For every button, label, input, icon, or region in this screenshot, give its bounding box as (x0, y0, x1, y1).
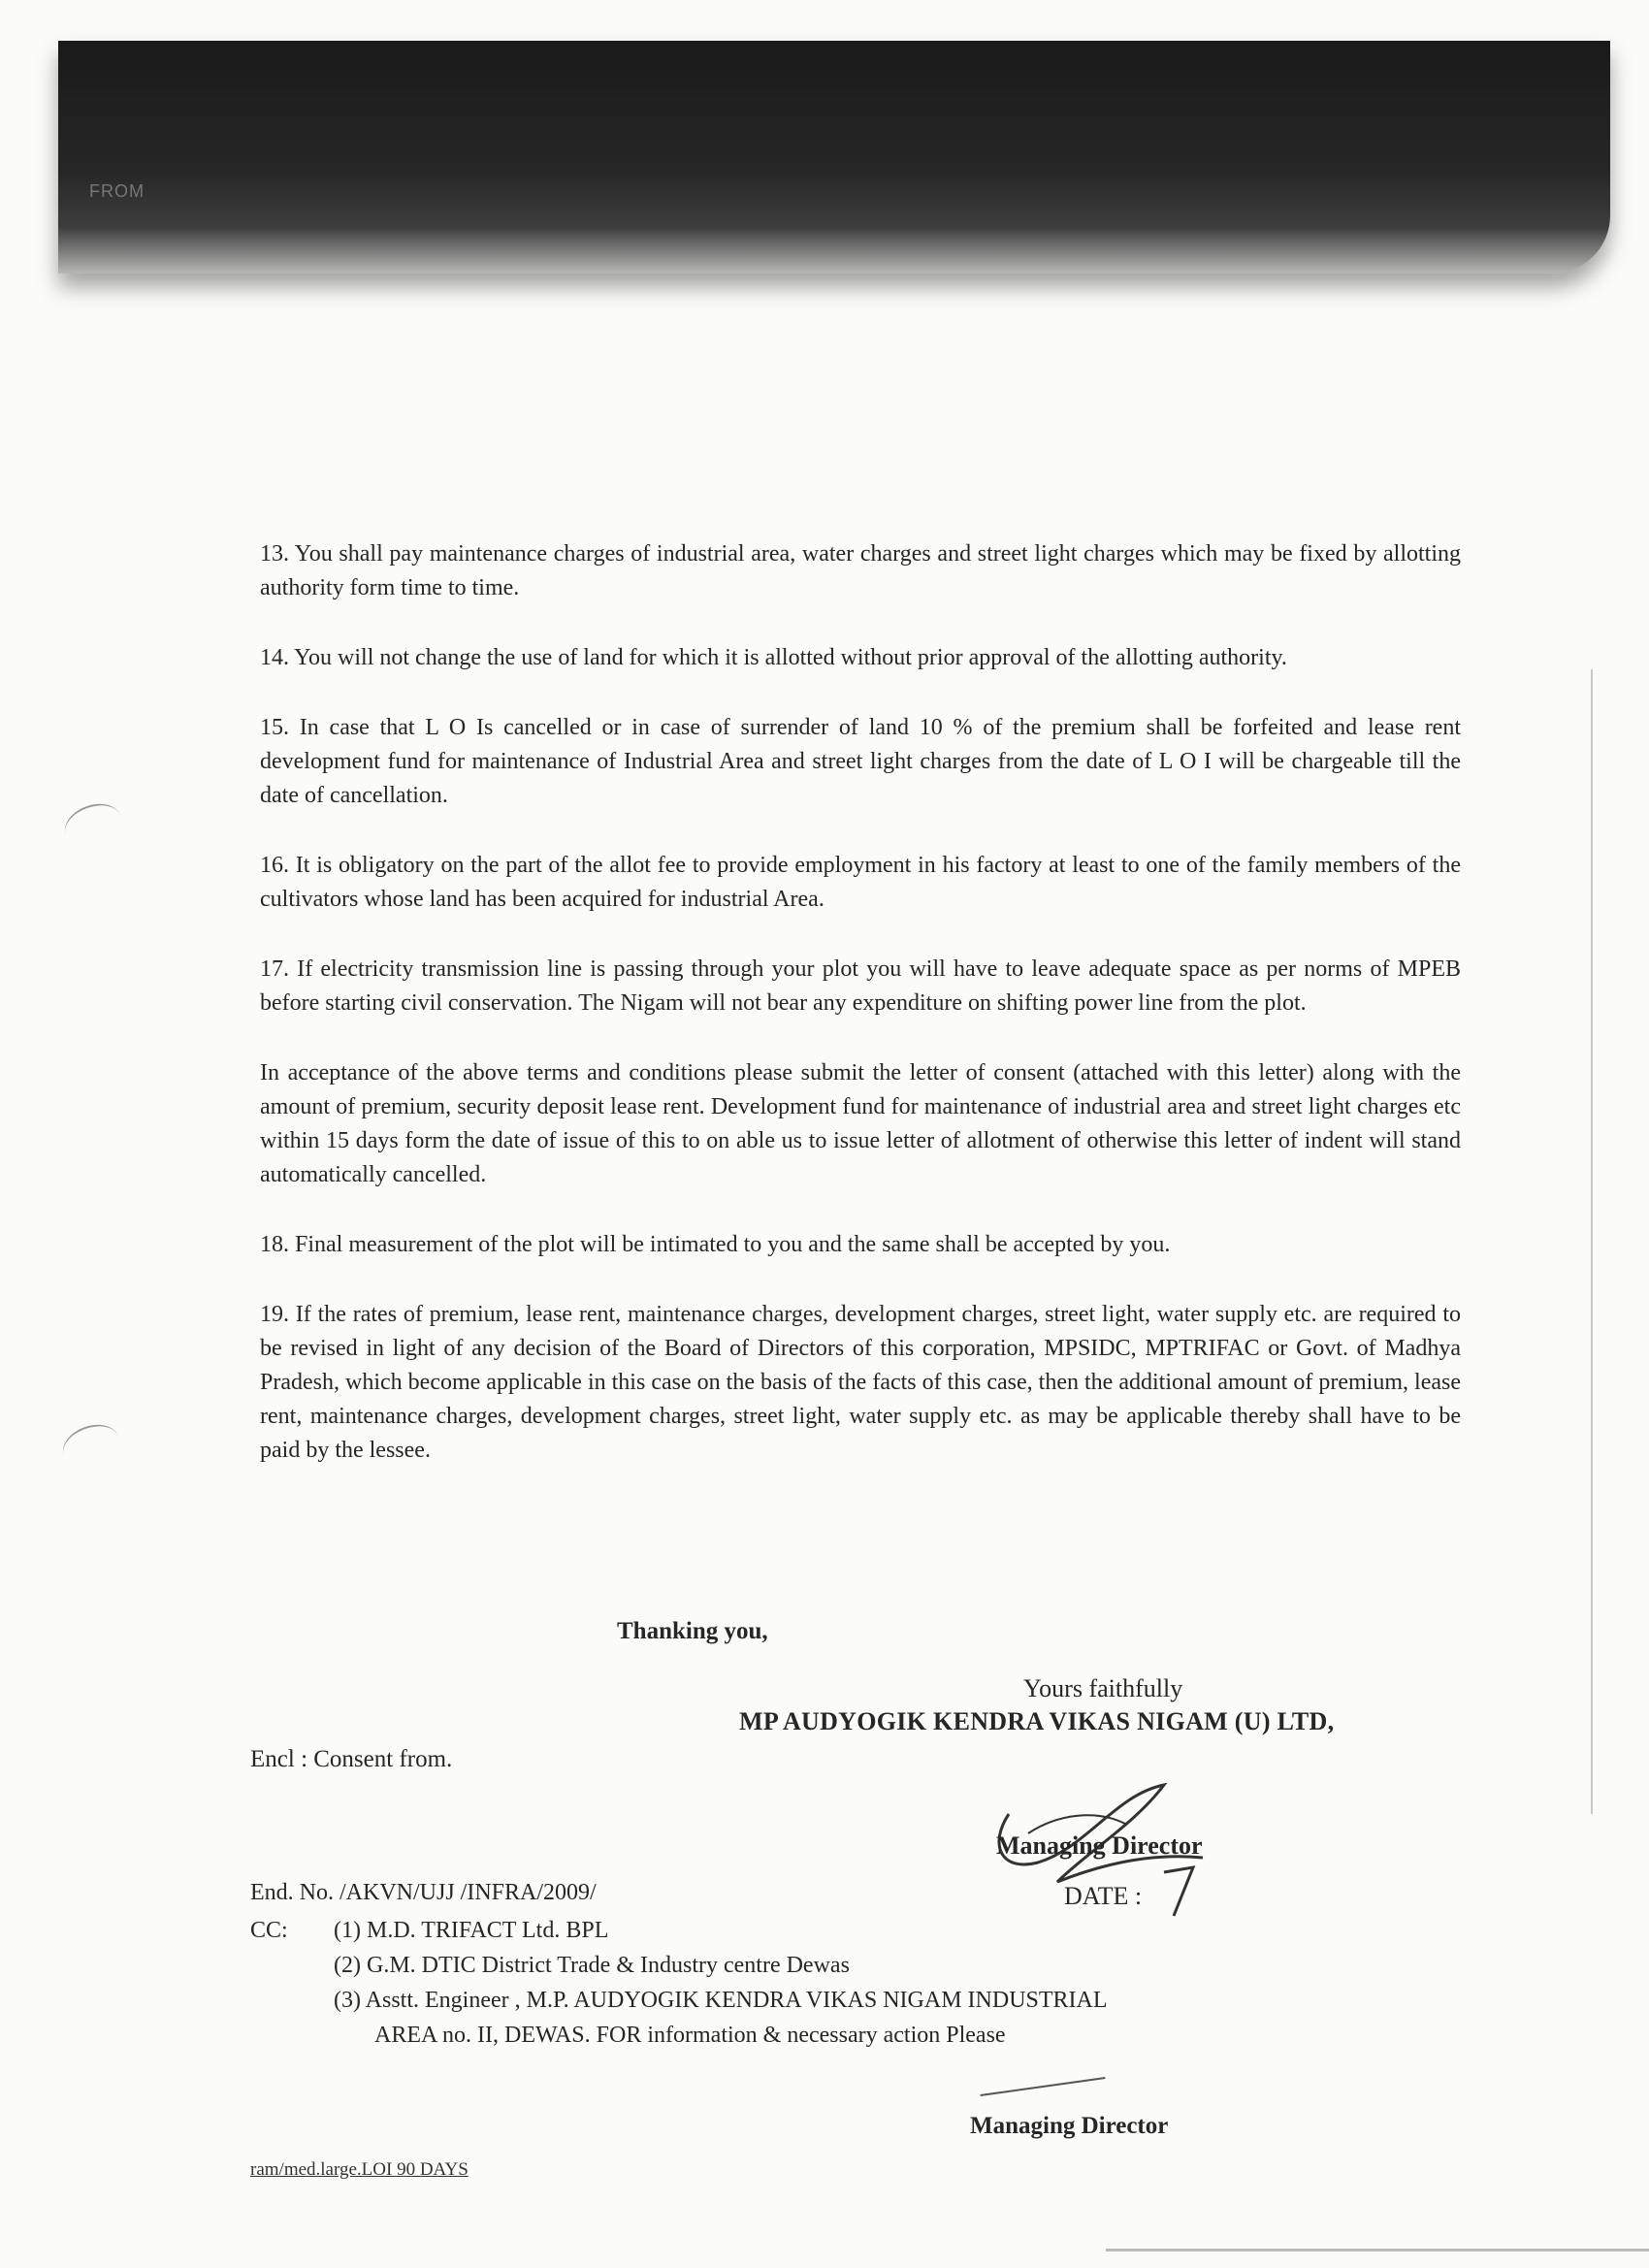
scan-artifact (57, 1417, 126, 1475)
clause-15: 15. In case that L O Is cancelled or in case of surrender of land 10 % of the premium shall be forfeited and lease rent development fund for maintenance of Industrial Area and street light charges from the date of L O I will be chargeable till the date of cancellation. (260, 715, 1461, 808)
fax-from-label: FROM (89, 181, 145, 201)
letter-body (260, 537, 1461, 1504)
thanking-line: Thanking you, (617, 1618, 768, 1644)
clause-13: 13. You shall pay maintenance charges of industrial area, water charges and street light charges which may be fixed by allotting authority form time to time. (260, 541, 1461, 600)
company-name: MP AUDYOGIK KENDRA VIKAS NIGAM (U) LTD, (739, 1707, 1335, 1735)
acceptance-paragraph: In acceptance of the above terms and conditions please submit the letter of consent (attached with this letter) along with the amount of premium, security deposit lease rent. Development fund for maintenance of industrial area and street light charges etc within 15 days form the date of issue of this to on able us to issue letter of allotment of otherwise this letter of indent will stand automatically cancelled. (260, 1060, 1461, 1187)
scan-artifact (59, 796, 128, 855)
clause-18: 18. Final measurement of the plot will be intimated to you and the same shall be accepted by you. (260, 1232, 1171, 1257)
signatory-title: Managing Director (996, 1831, 1203, 1860)
signatory-title-second: Managing Director (970, 2113, 1169, 2139)
file-reference: ram/med.large.LOI 90 DAYS (250, 2159, 469, 2180)
cc-item: (1) M.D. TRIFACT Ltd. BPL (334, 1918, 609, 1943)
fax-header-band (58, 41, 1610, 274)
cc-item-continuation: AREA no. II, DEWAS. FOR information & necessary action Please (374, 2023, 1006, 2048)
clause-19: 19. If the rates of premium, lease rent, maintenance charges, development charges, street light, water supply etc. are required to be revised in light of any decision of the Board of Directors of this corporation, MPSIDC, MPTRIFAC or Govt. of Madhya Pradesh, which become applicable in this case on the basis of the facts of this case, then the additional amount of premium, lease rent, maintenance charges, development charges, street light, water supply etc. as may be applicable thereby shall have to be paid by the lessee. (260, 1302, 1461, 1463)
clause-17: 17. If electricity transmission line is passing through your plot you will have to leave adequate space as per norms of MPEB before starting civil conservation. The Nigam will not bear any expenditure on shifting power line from the plot. (260, 956, 1461, 1016)
endorsement-number: End. No. /AKVN/UJJ /INFRA/2009/ (250, 1880, 597, 1905)
clause-16: 16. It is obligatory on the part of the allot fee to provide employment in his factory at least to one of the family members of the cultivators whose land has been acquired for industrial Area. (260, 853, 1461, 912)
date-label: DATE : (1064, 1882, 1143, 1910)
scan-edge-line (1106, 2249, 1649, 2252)
signature-stroke (980, 2077, 1105, 2096)
clause-14: 14. You will not change the use of land for which it is allotted without prior approval of the allotting authority. (260, 645, 1287, 670)
cc-label: CC: (250, 1918, 288, 1943)
cc-item: (2) G.M. DTIC District Trade & Industry centre Dewas (334, 1953, 850, 1978)
enclosure-line: Encl : Consent from. (250, 1746, 453, 1772)
yours-faithfully: Yours faithfully (1023, 1674, 1183, 1702)
scan-edge-line (1591, 669, 1593, 1814)
cc-item: (3) Asstt. Engineer , M.P. AUDYOGIK KENDRA VIKAS NIGAM INDUSTRIAL (334, 1988, 1108, 2013)
cc-list (250, 1913, 1108, 2053)
